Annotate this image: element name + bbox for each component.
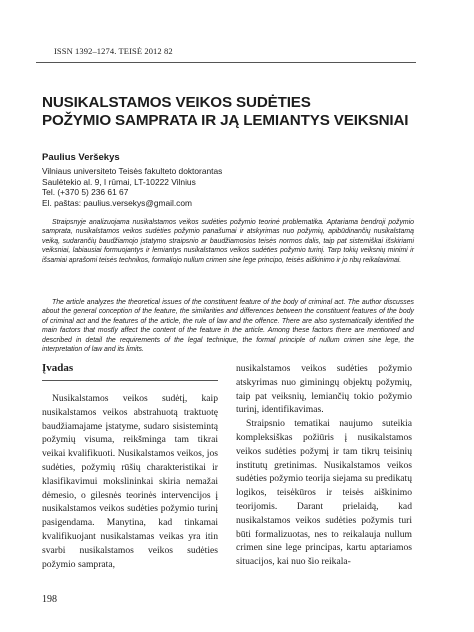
affiliation-line: Vilniaus universiteto Teisės fakulteto doktorantas [42, 166, 223, 176]
body-column-right [236, 362, 412, 569]
section-rule [42, 380, 218, 381]
section-title: Įvadas [42, 362, 74, 374]
body-paragraph: Straipsnio tematikai naujumo suteikia kompleksiškas požiūris į nusikalstamos veikos sudėties požymį ir tam tikrų teisinių institutų gretinimas. Nusikalstamos veikos sudėties požymio teorija siejama su predikatų logikos, teisėkūros ir teisės aiškinimo teorijomis. Darant prielaidą, kad nusikalstamos veikos sudėties požymis turi būti formalizuotas, nes to reikalauja nullum crimen sine lege principas, kartu aptariamos situacijos, kai nuo šio reikala- [236, 418, 412, 568]
article-title-line1: NUSIKALSTAMOS VEIKOS SUDĖTIES [42, 94, 311, 111]
affiliation-line: Saulėtekio al. 9, I rūmai, LT-10222 Vilnius [42, 176, 196, 187]
author-affiliation [42, 166, 222, 208]
article-title-line2: POŽYMIO SAMPRATA IR JĄ LEMIANTYS VEIKSNIAI [42, 112, 409, 129]
article-title [42, 94, 422, 130]
body-paragraph: nusikalstamos veikos sudėties požymio atskyrimas nuo giminingų objektų požymių, taip pat veiksnių, lemiančių tokio požymio turinį, identifikavimas. [236, 363, 412, 416]
page-number: 198 [42, 594, 57, 605]
abstract-lithuanian [42, 218, 414, 265]
body-paragraph: Nusikalstamos veikos sudėtį, kaip nusikalstamos veikos abstrahuotą traktuotę baudžiamajame įstatyme, sudaro sisistemintą požymių visuma, reikšminga tam tikrai veikai kvalifikuoti. Nusikalstamos veikos, jos sudėties, požymių rūšių charakteristikai ir klasifikavimui mokslininkai skiria nemažai dėmesio, o gilesnės teorinės intervencijos į nusikalstamos veikos sudėties požymio turinį pasigendama. Manytina, kad tinkamai kvalifikuojant nusikalstamas veikas yra itin svarbi nusikalstamos veikos sudėties požymio samprata, [42, 393, 218, 570]
abstract-lithuanian-text: Straipsnyje analizuojama nusikalstamos veikos sudėties požymio teorinė problematika. Aptariama bendroji požymio samprata, nusikalstamos veikos sudėties požymio panašumai ir atskyrimas nuo požymių, apibūdinančių nusikalstamą veiką, sudarančių baudžiamojo įstatymo straipsnio ar baudžiamosios teisės normos dalis, taip pat sistemiškai išskiriami veiksniai, labiausiai formuojantys ir lemiantys nusikalstamos veikos sudėties požymio turinį. Tarp tokių veiksnių minimi ir išsamiai aprašomi teisės technikos, formaliojo nullum crimen sine lege principo, teisės aiškinimo ir jo ribų reikalavimai. [42, 219, 414, 264]
affiliation-line: Tel. (+370 5) 236 61 67 [42, 187, 129, 197]
affiliation-email: El. paštas: paulius.versekys@gmail.com [42, 197, 193, 208]
author-name: Paulius Veršekys [42, 152, 120, 163]
running-head: ISSN 1392–1274. TEISĖ 2012 82 [54, 46, 173, 56]
abstract-english-text: The article analyzes the theoretical issues of the constituent feature of the body of criminal act. The author discusses about the general conception of the feature, the similarities and differences between the constituent features of the body of criminal act and the features of the article, the rule of law and the offence. There are also systematically identified the main factors that mostly affect the content of the feature in the article. Among these factors there are mentioned and described in detail the requirements of the legal technique, the formal principle of nullum crimen sine lege, the interpretation of law and its limits. [42, 299, 414, 354]
body-column-left [42, 392, 218, 571]
abstract-english [42, 298, 414, 354]
header-rule [36, 62, 416, 63]
